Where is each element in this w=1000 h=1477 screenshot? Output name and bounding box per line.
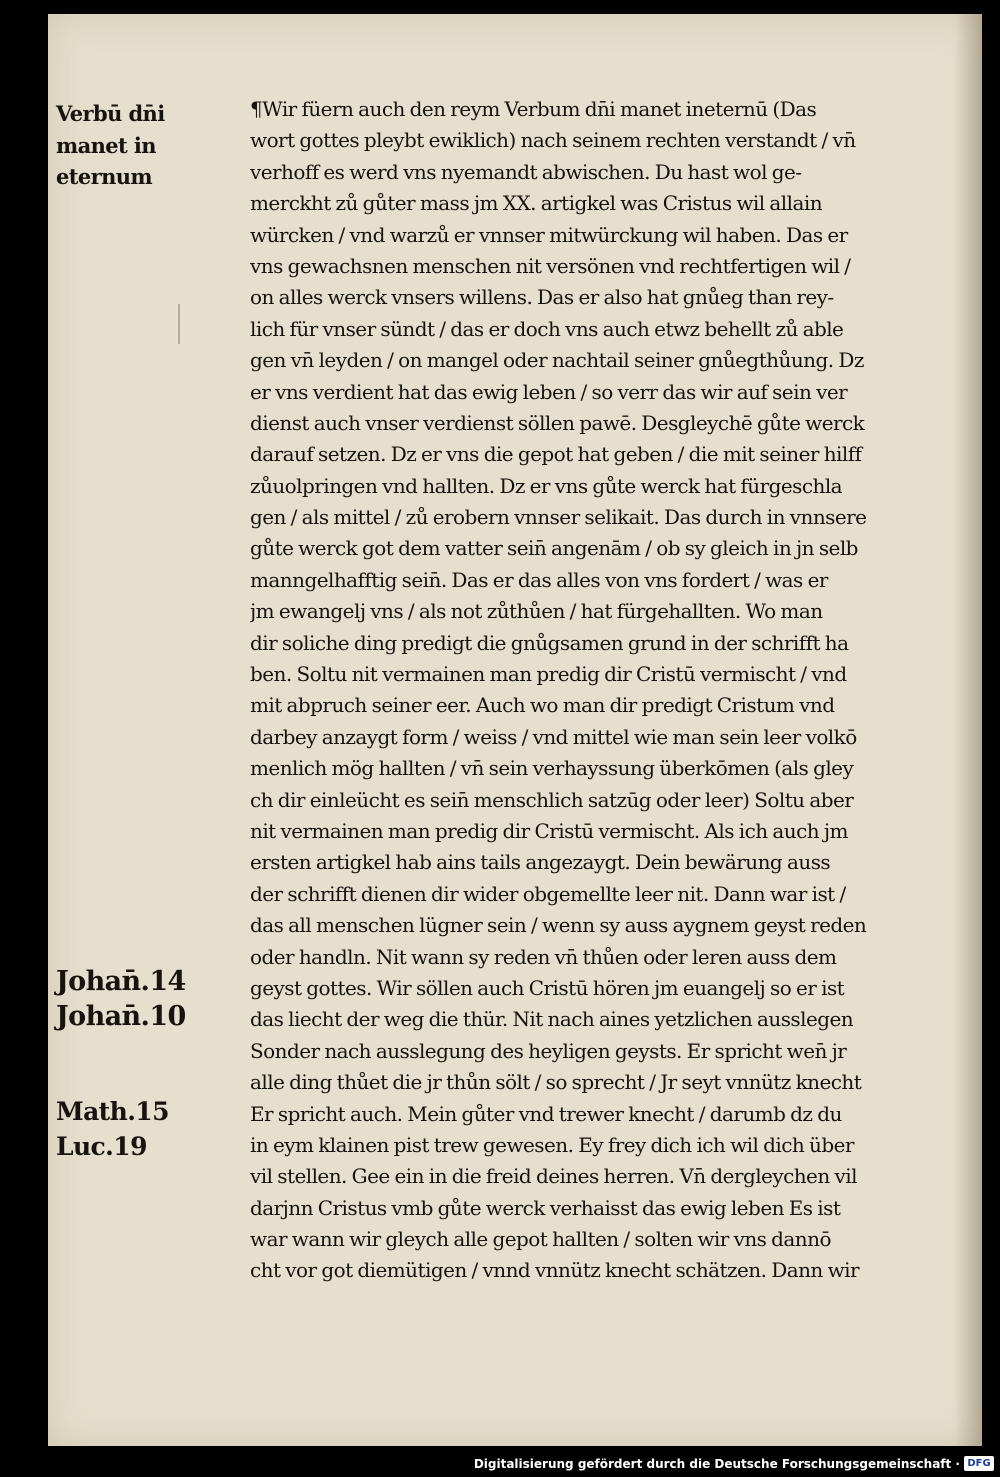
text-line: gůte werck got dem vatter sein̄ angenām / ob sy gleich in jn selb — [250, 536, 858, 561]
text-line: verhoff es werd vns nyemandt abwischen. Du hast wol ge- — [250, 159, 802, 184]
text-line: Er spricht auch. Mein gůter vnd trewer knecht / darumb dz du — [250, 1101, 842, 1126]
text-line: vns gewachsnen menschen nit versönen vnd rechtfertigen wil / — [250, 253, 851, 278]
text-line: oder handln. Nit wann sy reden vn̄ thůen oder leren auss dem — [250, 944, 837, 969]
funding-credit: Digitalisierung gefördert durch die Deutsche Forschungsgemeinschaft · — [473, 1457, 960, 1471]
margin-note-line: manet in — [56, 132, 156, 158]
text-line: das liecht der weg die thür. Nit nach aines yetzlichen ausslegen — [250, 1007, 854, 1032]
text-line: darauf setzen. Dz er vns die gepot hat geben / die mit seiner hilff — [250, 442, 862, 467]
book-page — [48, 14, 982, 1446]
text-line: merckht zů gůter mass jm XX. artigkel was Cristus wil allain — [250, 191, 823, 216]
text-line: gen / als mittel / zů erobern vnnser selikait. Das durch in vnnsere — [250, 505, 867, 530]
text-line: würcken / vnd warzů er vnnser mitwürckung wil haben. Das er — [250, 222, 848, 247]
margin-note-line: Math.15 — [56, 1097, 169, 1126]
margin-note-verbum — [56, 98, 206, 193]
margin-note-johan — [56, 964, 206, 1034]
text-line: on alles werck vnsers willens. Das er also hat gnůeg than rey- — [250, 285, 834, 310]
text-line: ¶Wir füern auch den reym Verbum dn̄i manet ineternū (Das — [250, 97, 817, 121]
text-line: geyst gottes. Wir söllen auch Cristū hören jm euangelj so er ist — [250, 975, 845, 1000]
margin-note-line: eternum — [56, 164, 153, 189]
text-line: zůuolpringen vnd hallten. Dz er vns gůte werck hat fürgeschla — [250, 473, 843, 498]
text-line: nit vermainen man predig dir Cristū vermischt. Als ich auch jm — [250, 818, 848, 843]
text-line: ch dir einleücht es sein̄ menschlich satzūg oder leer) Soltu aber — [250, 787, 854, 812]
margin-note-math — [56, 1094, 206, 1164]
text-line: wort gottes pleybt ewiklich) nach seinem rechten verstandt / vn̄ — [250, 128, 856, 153]
text-line: er vns verdient hat das ewig leben / so verr das wir auf sein ver — [250, 379, 848, 404]
text-line: Sonder nach ausslegung des heyligen geysts. Er spricht wen̄ jr — [250, 1038, 847, 1063]
text-line: war wann wir gleych alle gepot hallten / solten wir vns dannō — [250, 1227, 831, 1252]
text-line: alle ding thůet die jr thůn sölt / so sprecht / Jr seyt vnnütz knecht — [250, 1070, 862, 1095]
margin-note-line: Johan̄.10 — [56, 1001, 186, 1032]
text-line: mit abpruch seiner eer. Auch wo man dir predigt Cristum vnd — [250, 693, 835, 718]
dfg-logo-icon: DFG — [964, 1456, 994, 1471]
text-line: menlich mög hallten / vn̄ sein verhayssung überkōmen (als gley — [250, 756, 854, 781]
margin-note-line: Verbū dn̄i — [56, 101, 165, 126]
text-line: manngelhafftig sein̄. Das er das alles von vns fordert / was er — [250, 567, 828, 592]
text-line: ben. Soltu nit vermainen man predig dir Cristū vermischt / vnd — [250, 662, 847, 687]
text-line: jm ewangelj vns / als not zůthůen / hat fürgehallten. Wo man — [250, 599, 823, 624]
text-line: ersten artigkel hab ains tails angezaygt. Dein bewärung auss — [250, 850, 831, 875]
text-line: lich für vnser sündt / das er doch vns auch etwz behellt zů able — [250, 316, 844, 341]
text-line: vil stellen. Gee ein in die freid deines herren. Vn̄ dergleychen vil — [250, 1164, 857, 1189]
text-line: darjnn Cristus vmb gůte werck verhaisst das ewig leben Es ist — [250, 1195, 841, 1220]
margin-note-line: Luc.19 — [56, 1132, 147, 1161]
text-line: in eym klainen pist trew gewesen. Ey frey dich ich wil dich über — [250, 1132, 854, 1157]
text-line: der schrifft dienen dir wider obgemellte leer nit. Dann war ist / — [250, 881, 846, 906]
text-line: darbey anzaygt form / weiss / vnd mittel wie man sein leer volkō — [250, 724, 857, 749]
text-line: cht vor got diemütigen / vnnd vnnütz knecht schätzen. Dann wir — [250, 1258, 859, 1283]
main-text-block — [250, 94, 972, 1287]
text-line: gen vn̄ leyden / on mangel oder nachtail seiner gnůegthůung. Dz — [250, 348, 864, 373]
text-line: dienst auch vnser verdienst söllen pawē. Desgleychē gůte werck — [250, 410, 865, 435]
margin-notes — [56, 14, 206, 1414]
text-line: dir soliche ding predigt die gnůgsamen grund in der schrifft ha — [250, 630, 849, 655]
text-line: das all menschen lügner sein / wenn sy auss aygnem geyst reden — [250, 913, 867, 938]
margin-note-line: Johan̄.14 — [56, 966, 186, 997]
